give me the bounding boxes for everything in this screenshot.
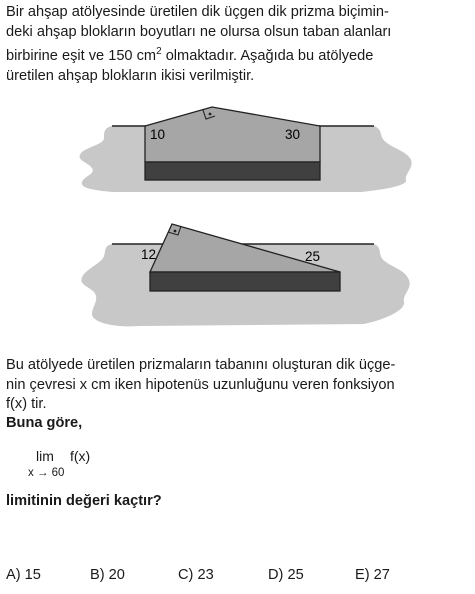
limit-operator: lim (36, 448, 54, 464)
intro-line-1: Bir ahşap atölyesinde üretilen dik üçgen dik prizma biçimin- (6, 4, 389, 20)
limit-subscript: x → 60 (28, 467, 65, 479)
problem-intro (6, 3, 470, 86)
body-line-2: nin çevresi x cm iken hipotenüs uzunluğunu veren fonksiyon (6, 376, 395, 393)
body-line-1: Bu atölyede üretilen prizmaların tabanını oluşturan dik üçge- (6, 357, 396, 373)
area-exponent: 2 (156, 46, 162, 58)
block1-right-angle-dot (209, 113, 212, 116)
choice-e[interactable]: E) 27 (355, 567, 390, 583)
intro-line-3-rest: olmaktadır. Aşağıda bu atölyede (165, 48, 374, 65)
block1-leg-b-label: 30 (285, 127, 301, 142)
block1-side-face (145, 162, 320, 180)
choice-b[interactable]: B) 20 (90, 567, 125, 583)
choice-d[interactable]: D) 25 (268, 567, 304, 583)
problem-body (6, 356, 470, 415)
body-line-3: f(x) tir. (6, 396, 47, 413)
block1-leg-a-label: 10 (150, 127, 166, 142)
limit-expression (28, 448, 148, 488)
area-value-text: birbirine eşit ve 150 cm (6, 48, 157, 65)
block2-side-face (150, 272, 340, 291)
block2-leg-b-label: 25 (305, 249, 321, 264)
wood-blocks-figure (0, 100, 475, 336)
choice-c[interactable]: C) 23 (178, 567, 214, 583)
limit-function: f(x) (70, 448, 91, 464)
question-text: limitinin değeri kaçtır? (6, 493, 162, 509)
block2-right-angle-dot (174, 230, 177, 233)
intro-line-2: deki ahşap blokların boyutları ne olursa olsun taban alanları (6, 23, 392, 40)
block2-leg-a-label: 12 (141, 247, 157, 262)
lead-text: Buna göre, (6, 415, 83, 431)
choice-a[interactable]: A) 15 (6, 567, 41, 583)
intro-line-4: üretilen ahşap blokların ikisi verilmiştir. (6, 67, 255, 84)
intro-line-3 (6, 42, 470, 66)
